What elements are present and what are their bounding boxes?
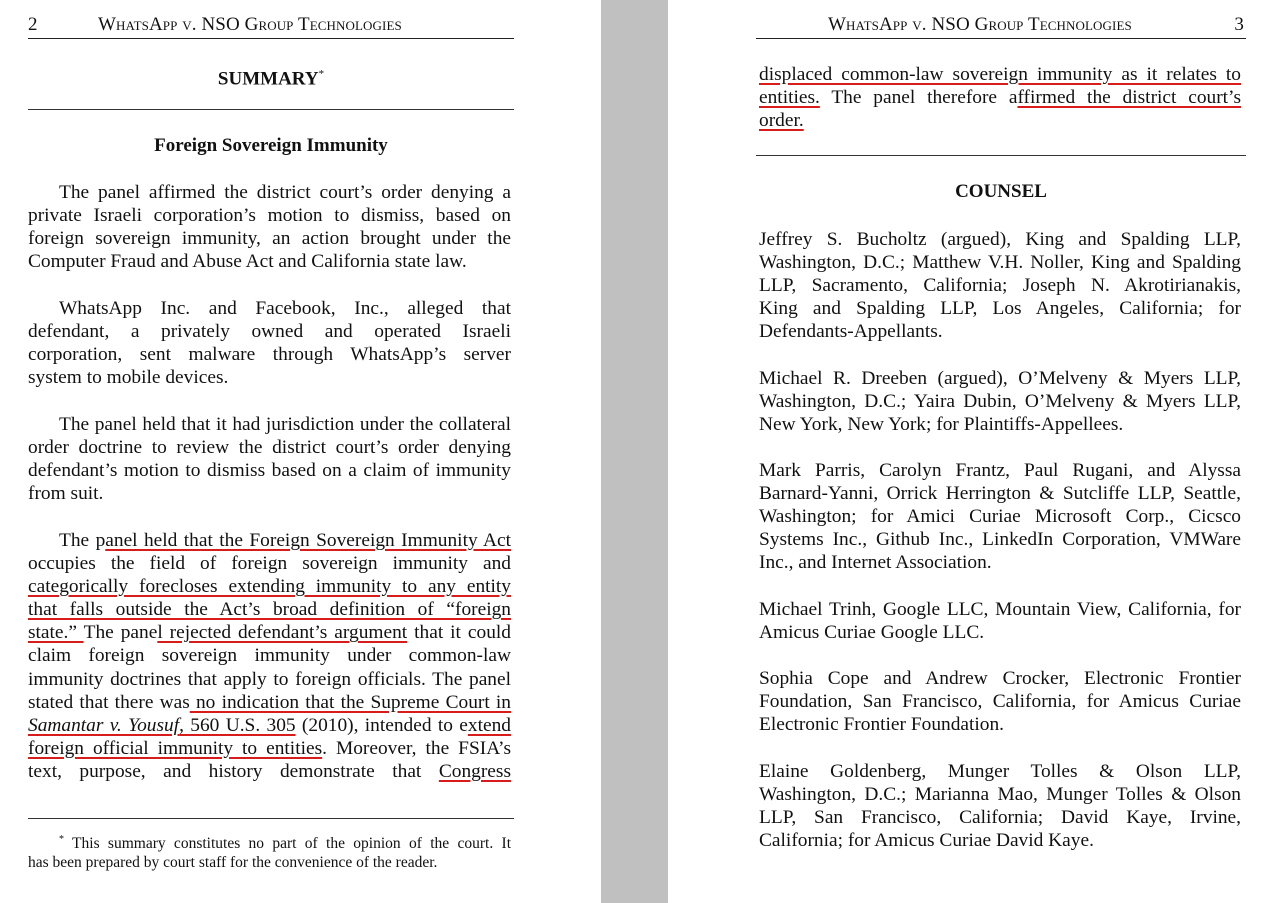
counsel-block-5	[759, 667, 1241, 736]
text-line: order doctrine to review the district court’s order denying	[28, 437, 511, 459]
summary-heading-text: SUMMARY	[217, 68, 319, 90]
text-run: . Moreover, the FSIA’s	[322, 737, 511, 759]
text-line: Elaine Goldenberg, Munger Tolles & Olson LLP,	[759, 761, 1241, 782]
text-run: The p	[59, 530, 106, 551]
paragraph-3	[28, 413, 511, 505]
text-line: claim foreign sovereign immunity under common-law	[28, 645, 511, 667]
text-line: Systems Inc., Github Inc., LinkedIn Corporation, VMWare	[759, 529, 1241, 551]
summary-rule	[28, 109, 514, 110]
text-line: Electronic Frontier Foundation.	[759, 714, 1005, 736]
footnote-line	[28, 830, 511, 853]
text-line: New York, New York; for Plaintiffs-Appellees.	[759, 414, 1124, 436]
page-number: 2	[28, 14, 38, 35]
text-line: Barnard-Yanni, Orrick Herrington & Sutcliffe LLP, Seattle,	[759, 483, 1241, 505]
red-underline-run: categorically forecloses extending immunity to any entity	[28, 576, 511, 598]
text-line: immunity doctrines that apply to foreign officials. The panel	[28, 668, 511, 690]
text-line: from suit.	[28, 483, 104, 505]
text-line: Computer Fraud and Abuse Act and California state law.	[28, 251, 467, 273]
text-line	[759, 86, 1241, 109]
text-run: that it could	[407, 622, 511, 644]
text-line: defendant, a privately owned and operated Israeli	[28, 321, 511, 343]
counsel-block-6	[759, 760, 1241, 852]
red-underline-run: , 560 U.S. 305	[179, 714, 296, 736]
counsel-block-4	[759, 598, 1241, 644]
paragraph-2	[28, 297, 511, 389]
text-line: LLP, San Francisco, California; David Kaye, Irvine,	[759, 807, 1241, 829]
section-heading: Foreign Sovereign Immunity	[154, 135, 388, 156]
text-run: The pane	[83, 622, 158, 644]
running-header	[756, 14, 1246, 39]
text-line: foreign sovereign immunity, an action brought under the	[28, 228, 511, 250]
page-gutter	[601, 0, 668, 903]
footnote-line: has been prepared by court staff for the convenience of the reader.	[28, 854, 438, 872]
text-run: stated that there was	[28, 691, 190, 713]
text-line: system to mobile devices.	[28, 367, 229, 389]
text-line: corporation, sent malware through WhatsApp’s server	[28, 344, 511, 366]
text-run: (2010), intended to e	[295, 714, 468, 736]
footnote-rule	[28, 818, 514, 819]
text-line: Washington, D.C.; Marianna Mao, Munger Tolles & Olson	[759, 784, 1241, 806]
page-number: 3	[1234, 14, 1244, 35]
summary-heading	[28, 63, 514, 90]
footnote-mark: *	[59, 834, 64, 845]
text-line: private Israeli corporation’s motion to dismiss, based on	[28, 205, 511, 227]
running-title: WhatsApp v. NSO Group Technologies	[828, 14, 1132, 35]
text-line: The panel held that it had jurisdiction under the collateral	[59, 414, 511, 435]
red-underline-run: xtend	[467, 714, 511, 736]
red-underline-run: l rejected defendant’s argument	[157, 622, 408, 644]
text-line: King and Spalding LLP, Los Angeles, California; for	[759, 298, 1241, 320]
text-line: Washington, D.C.; Yaira Dubin, O’Melveny & Myers LLP,	[759, 391, 1241, 413]
red-underline-run: Congress	[438, 760, 511, 782]
text-line: defendant’s motion to dismiss based on a claim of immunity	[28, 460, 511, 482]
text-line	[28, 714, 511, 737]
red-underline-run: no indication that the Supreme Court in	[189, 691, 512, 713]
text-line: Sophia Cope and Andrew Crocker, Electronic Frontier	[759, 668, 1241, 689]
continued-paragraph	[759, 63, 1241, 132]
case-citation: Samantar v. Yousuf	[28, 714, 180, 736]
text-line	[28, 760, 511, 783]
text-line	[28, 575, 511, 598]
running-title: WhatsApp v. NSO Group Technologies	[98, 14, 402, 35]
red-underline-run: anel held that the Foreign Sovereign Immunity Act	[105, 530, 511, 551]
text-line	[28, 621, 511, 644]
section-rule	[756, 155, 1246, 156]
text-line	[759, 63, 1241, 86]
counsel-heading: COUNSEL	[955, 181, 1047, 202]
counsel-block-3	[759, 459, 1241, 574]
text-run: The panel therefore a	[819, 87, 1018, 109]
text-line: Washington, D.C.; Matthew V.H. Noller, King and Spalding	[759, 252, 1241, 274]
text-line: Defendants-Appellants.	[759, 321, 943, 343]
counsel-block-2	[759, 367, 1241, 436]
text-line	[28, 598, 511, 621]
text-line	[28, 529, 511, 552]
text-line	[759, 109, 1241, 132]
red-underline-run: entities.	[759, 87, 820, 109]
red-underline-run: order.	[759, 110, 804, 132]
text-line	[28, 691, 511, 714]
left-page	[0, 0, 601, 903]
text-run: text, purpose, and history demonstrate that	[28, 760, 439, 782]
text-line: Mark Parris, Carolyn Frantz, Paul Rugani, and Alyssa	[759, 460, 1241, 481]
red-underline-run: ffirmed the district court’s	[1017, 87, 1241, 109]
text-line: Amicus Curiae Google LLC.	[759, 622, 985, 644]
text-line: California; for Amicus Curiae David Kaye.	[759, 830, 1094, 852]
running-header	[28, 14, 514, 39]
red-underline-run: displaced common-law sovereign immunity as it relates to	[759, 64, 1241, 85]
text-line: WhatsApp Inc. and Facebook, Inc., alleged that	[59, 298, 511, 319]
red-underline-run: foreign official immunity to entities	[28, 737, 323, 759]
paragraph-4	[28, 529, 511, 783]
summary-footnote-mark: *	[318, 68, 325, 80]
text-line: Washington; for Amici Curiae Microsoft Corp., Cicsco	[759, 506, 1241, 528]
text-line	[28, 737, 511, 760]
text-line: Inc., and Internet Association.	[759, 552, 992, 574]
text-line: Jeffrey S. Bucholtz (argued), King and Spalding LLP,	[759, 229, 1241, 250]
text-line: occupies the field of foreign sovereign immunity and	[28, 553, 511, 575]
text-line: Michael Trinh, Google LLC, Mountain View, California, for	[759, 599, 1241, 620]
text-line: LLP, Sacramento, California; Joseph N. Akrotirianakis,	[759, 275, 1241, 297]
counsel-block-1	[759, 228, 1241, 343]
text-line: Michael R. Dreeben (argued), O’Melveny & Myers LLP,	[759, 368, 1241, 389]
red-underline-run: that falls outside the Act’s broad definition of “foreign	[28, 599, 511, 621]
footnote-text: This summary constitutes no part of the opinion of the court. It	[64, 835, 511, 853]
text-line: Foundation, San Francisco, California, for Amicus Curiae	[759, 691, 1241, 713]
red-underline-run: state.”	[28, 622, 84, 644]
paragraph-1	[28, 181, 511, 273]
text-line: The panel affirmed the district court’s order denying a	[59, 182, 511, 203]
right-page	[668, 0, 1280, 903]
footnote	[28, 830, 511, 872]
